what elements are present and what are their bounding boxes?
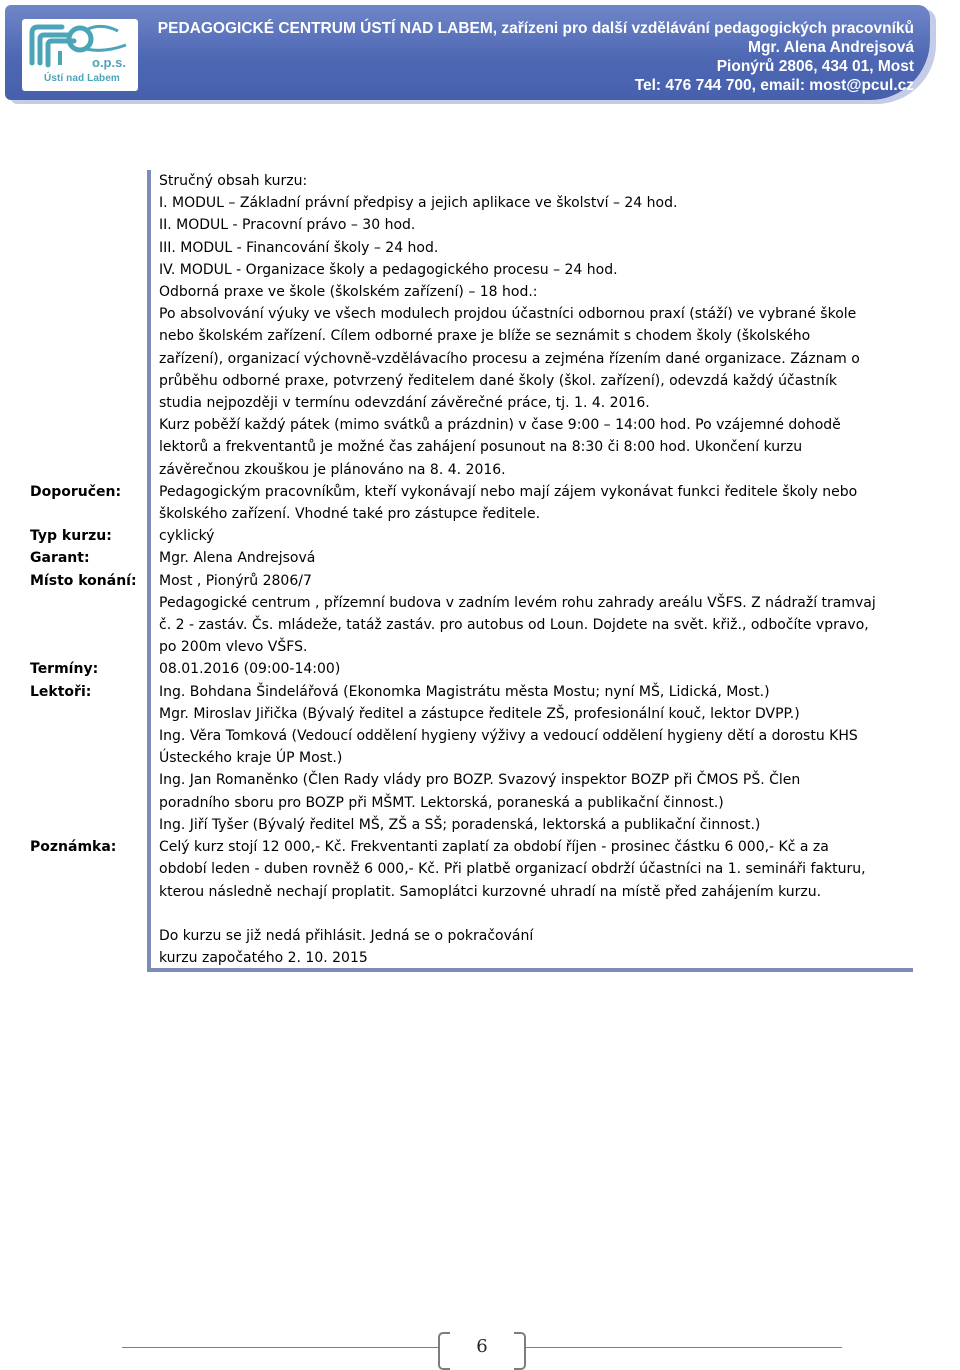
note-value — [159, 836, 911, 903]
content-line: Odborná praxe ve škole (školském zařízení) – 18 hod.: — [159, 284, 538, 301]
recommended-line: školského zařízení. Vhodné také pro zástupce ředitele. — [159, 506, 541, 523]
recommended-line: Pedagogickým pracovníkům, kteří vykonávají nebo mají zájem vykonávat funkci ředitele školy nebo — [159, 483, 858, 500]
page-number: 6 — [476, 1336, 488, 1357]
note-line: období leden - duben rovněž 6 000,- Kč. Při platbě organizací obdrží účastníci na 1. semináři fakturu, — [159, 861, 866, 878]
content-line: nebo školském zařízení. Cílem odborné praxe je blíže se seznámit s chodem školy (školského — [159, 328, 811, 345]
type-value: cyklický — [159, 528, 215, 545]
note-line: kterou následně nechají proplatit. Samoplátci kurzovné uhradí na místě před zahájením kurzu. — [159, 883, 822, 900]
header-band — [5, 5, 930, 100]
note-line: Celý kurz stojí 12 000,- Kč. Frekventanti zaplatí za období říjen - prosinec částku 6 000,- Kč a za — [159, 839, 829, 856]
venue-line: Most , Pionýrů 2806/7 — [159, 572, 312, 589]
lecturer-line: Ing. Jan Romaněnko (Člen Rady vlády pro BOZP. Svazový inspektor BOZP při ČMOS PŠ. Člen — [159, 772, 801, 789]
footer-rule-left — [122, 1347, 438, 1348]
header-name-line: Mgr. Alena Andrejsová — [748, 39, 914, 56]
header-contact-line: Tel: 476 744 700, email: most@pcul.cz — [634, 77, 914, 94]
closing-line: Do kurzu se již nedá přihlásit. Jedná se o pokračování — [159, 927, 534, 944]
lecturers-label: Lektoři: — [30, 683, 92, 700]
content-row — [30, 170, 920, 481]
lecturers-row — [30, 681, 920, 836]
header-address-line: Pionýrů 2806, 434 01, Most — [716, 58, 914, 75]
header-contact — [158, 19, 914, 95]
recommended-row — [30, 481, 920, 525]
content-line: studia nejpozději v termínu odevzdání závěrečné práce, tj. 1. 4. 2016. — [159, 395, 650, 412]
note-label: Poznámka: — [30, 839, 117, 856]
type-label: Typ kurzu: — [30, 528, 112, 545]
header-org-line: PEDAGOGICKÉ CENTRUM ÚSTÍ NAD LABEM, zařízeni pro další vzdělávání pedagogických pracovníků — [157, 20, 914, 37]
venue-value — [159, 570, 911, 659]
content-line: zařízení), organizací výchovně-vzdělávacího procesu a zejména řízením dané organizace. Záznam o — [159, 350, 860, 367]
venue-row — [30, 570, 920, 659]
dates-label: Termíny: — [30, 661, 99, 678]
note-row — [30, 836, 920, 903]
lecturers-value — [159, 681, 911, 836]
guarantor-row — [30, 547, 920, 569]
footer-rule-right — [526, 1347, 842, 1348]
footer-brace-left — [438, 1332, 450, 1370]
closing-label — [30, 925, 159, 969]
content-line: Po absolvování výuky ve všech modulech projdou účastníci odbornou praxí (stáží) ve vybrané škole — [159, 306, 857, 323]
lecturer-line: Ing. Věra Tomková (Vedoucí oddělení hygieny výživy a vedoucí oddělení hygieny dětí a dorostu KHS — [159, 728, 858, 745]
logo-ops-text: o.p.s. — [92, 55, 126, 70]
dates-value: 08.01.2016 (09:00-14:00) — [159, 661, 341, 678]
content-label — [30, 170, 159, 481]
content-line: lektorů a frekventantů je možné čas zahájení posunout na 8:30 či 8:00 hod. Ukončení kurzu — [159, 439, 803, 456]
venue-label: Místo konání: — [30, 572, 137, 589]
course-info — [30, 170, 920, 969]
closing-row — [30, 925, 920, 969]
logo — [22, 19, 138, 91]
content-value — [159, 170, 911, 481]
content-line: II. MODUL - Pracovní právo – 30 hod. — [159, 217, 416, 234]
logo-city-text: Ústí nad Labem — [44, 73, 120, 84]
content-line: III. MODUL - Financování školy – 24 hod. — [159, 239, 439, 256]
venue-line: č. 2 - zastáv. Čs. mládeže, tatáž zastáv. pro autobus od Loun. Dojdete na svět. křiž., odbočíte vpravo, — [159, 617, 869, 634]
lecturer-line: Ing. Bohdana Šindelářová (Ekonomka Magistrátu města Mostu; nyní MŠ, Lidická, Most.) — [159, 683, 770, 700]
closing-value — [159, 925, 911, 969]
content-line: závěrečnou zkouškou je plánováno na 8. 4. 2016. — [159, 461, 506, 478]
lecturer-line: poradního sboru pro BOZP při MŠMT. Lektorská, poraneská a publikační činnost.) — [159, 794, 724, 811]
closing-line: kurzu započatého 2. 10. 2015 — [159, 949, 368, 966]
guarantor-label: Garant: — [30, 550, 90, 567]
recommended-label: Doporučen: — [30, 483, 122, 500]
type-row — [30, 525, 920, 547]
lecturer-line: Ústeckého kraje ÚP Most.) — [159, 750, 343, 767]
recommended-value — [159, 481, 911, 525]
spacer — [30, 903, 920, 925]
lecturer-line: Mgr. Miroslav Jiřička (Bývalý ředitel a zástupce ředitele ZŠ, profesionální kouč, lektor DVPP.) — [159, 705, 800, 722]
content-line: IV. MODUL - Organizace školy a pedagogického procesu – 24 hod. — [159, 261, 618, 278]
content-line: Kurz poběží každý pátek (mimo svátků a prázdnin) v čase 9:00 – 14:00 hod. Po vzájemné dohodě — [159, 417, 841, 434]
content-line: průběhu odborné praxe, potvrzený ředitelem dané školy (škol. zařízení), odevzdá každý účastník — [159, 372, 837, 389]
guarantor-value: Mgr. Alena Andrejsová — [159, 550, 316, 567]
content-line: I. MODUL – Základní právní předpisy a jejich aplikace ve školství – 24 hod. — [159, 195, 678, 212]
venue-line: po 200m vlevo VŠFS. — [159, 639, 308, 656]
dates-row — [30, 658, 920, 680]
lecturer-line: Ing. Jiří Tyšer (Bývalý ředitel MŠ, ZŠ a SŠ; poradenská, lektorská a publikační činnost.) — [159, 816, 761, 833]
footer-brace-right — [514, 1332, 526, 1370]
venue-line: Pedagogické centrum , přízemní budova v zadním levém rohu zahrady areálu VŠFS. Z nádraží tramvaj — [159, 594, 876, 611]
content-line: Stručný obsah kurzu: — [159, 173, 308, 189]
